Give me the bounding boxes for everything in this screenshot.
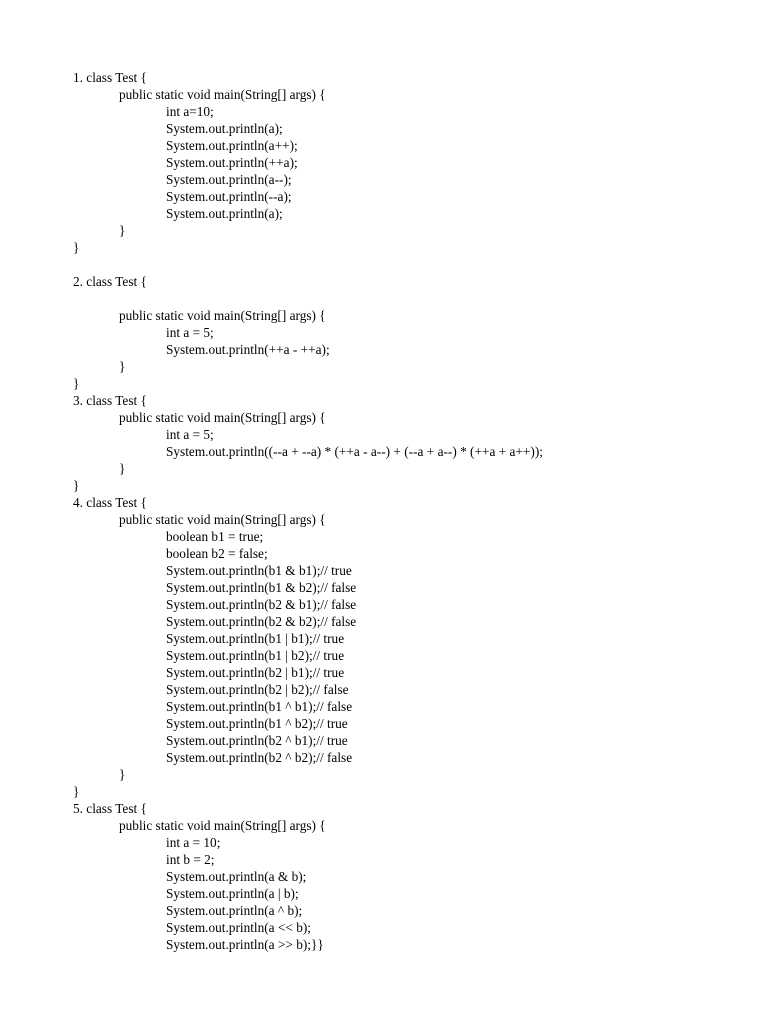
code-line: System.out.println(b2 | b2);// false — [166, 682, 349, 697]
code-line: System.out.println(b1 | b1);// true — [166, 631, 345, 646]
code-line: int a=10; — [166, 104, 214, 119]
code-line: public static void main(String[] args) { — [119, 512, 326, 527]
code-line: System.out.println(a); — [166, 206, 283, 221]
code-line: System.out.println(a); — [166, 121, 283, 136]
code-line: System.out.println(a--); — [166, 172, 292, 187]
code-line: System.out.println(a << b); — [166, 920, 311, 935]
code-line: public static void main(String[] args) { — [119, 818, 326, 833]
code-line: } — [119, 461, 126, 476]
code-line: System.out.println(a++); — [166, 138, 298, 153]
code-line: 5. class Test { — [73, 801, 147, 816]
code-line: System.out.println(b1 & b1);// true — [166, 563, 352, 578]
code-line: System.out.println(b1 ^ b2);// true — [166, 716, 348, 731]
code-line: System.out.println(b2 | b1);// true — [166, 665, 345, 680]
code-line: System.out.println(b2 ^ b1);// true — [166, 733, 348, 748]
code-line: } — [119, 223, 126, 238]
code-line: } — [119, 359, 126, 374]
code-line: } — [73, 376, 80, 391]
code-line: 4. class Test { — [73, 495, 147, 510]
code-line: System.out.println(b2 ^ b2);// false — [166, 750, 353, 765]
code-line: boolean b2 = false; — [166, 546, 268, 561]
code-line: public static void main(String[] args) { — [119, 87, 326, 102]
code-line: 2. class Test { — [73, 274, 147, 289]
code-line: } — [73, 478, 80, 493]
code-line: System.out.println(b2 & b2);// false — [166, 614, 357, 629]
code-line: } — [73, 784, 80, 799]
code-line: System.out.println(b1 | b2);// true — [166, 648, 345, 663]
code-line: int a = 5; — [166, 427, 214, 442]
code-line: int a = 10; — [166, 835, 221, 850]
code-line: 3. class Test { — [73, 393, 147, 408]
code-line: System.out.println(--a); — [166, 189, 292, 204]
code-line: public static void main(String[] args) { — [119, 308, 326, 323]
code-line: System.out.println(a & b); — [166, 869, 307, 884]
code-line: System.out.println(++a); — [166, 155, 298, 170]
code-line: System.out.println(b2 & b1);// false — [166, 597, 357, 612]
code-line: System.out.println(a ^ b); — [166, 903, 303, 918]
code-line: System.out.println(b1 ^ b1);// false — [166, 699, 353, 714]
code-line: System.out.println((--a + --a) * (++a - a--) + (--a + a--) * (++a + a++)); — [166, 444, 543, 459]
code-line: public static void main(String[] args) { — [119, 410, 326, 425]
code-line: int a = 5; — [166, 325, 214, 340]
code-line: } — [73, 240, 80, 255]
code-line: int b = 2; — [166, 852, 215, 867]
code-line: 1. class Test { — [73, 70, 147, 85]
code-line: } — [119, 767, 126, 782]
code-line: System.out.println(b1 & b2);// false — [166, 580, 357, 595]
code-line: boolean b1 = true; — [166, 529, 264, 544]
code-line: System.out.println(a | b); — [166, 886, 299, 901]
code-line: System.out.println(a >> b);}} — [166, 937, 324, 952]
code-line: System.out.println(++a - ++a); — [166, 342, 330, 357]
